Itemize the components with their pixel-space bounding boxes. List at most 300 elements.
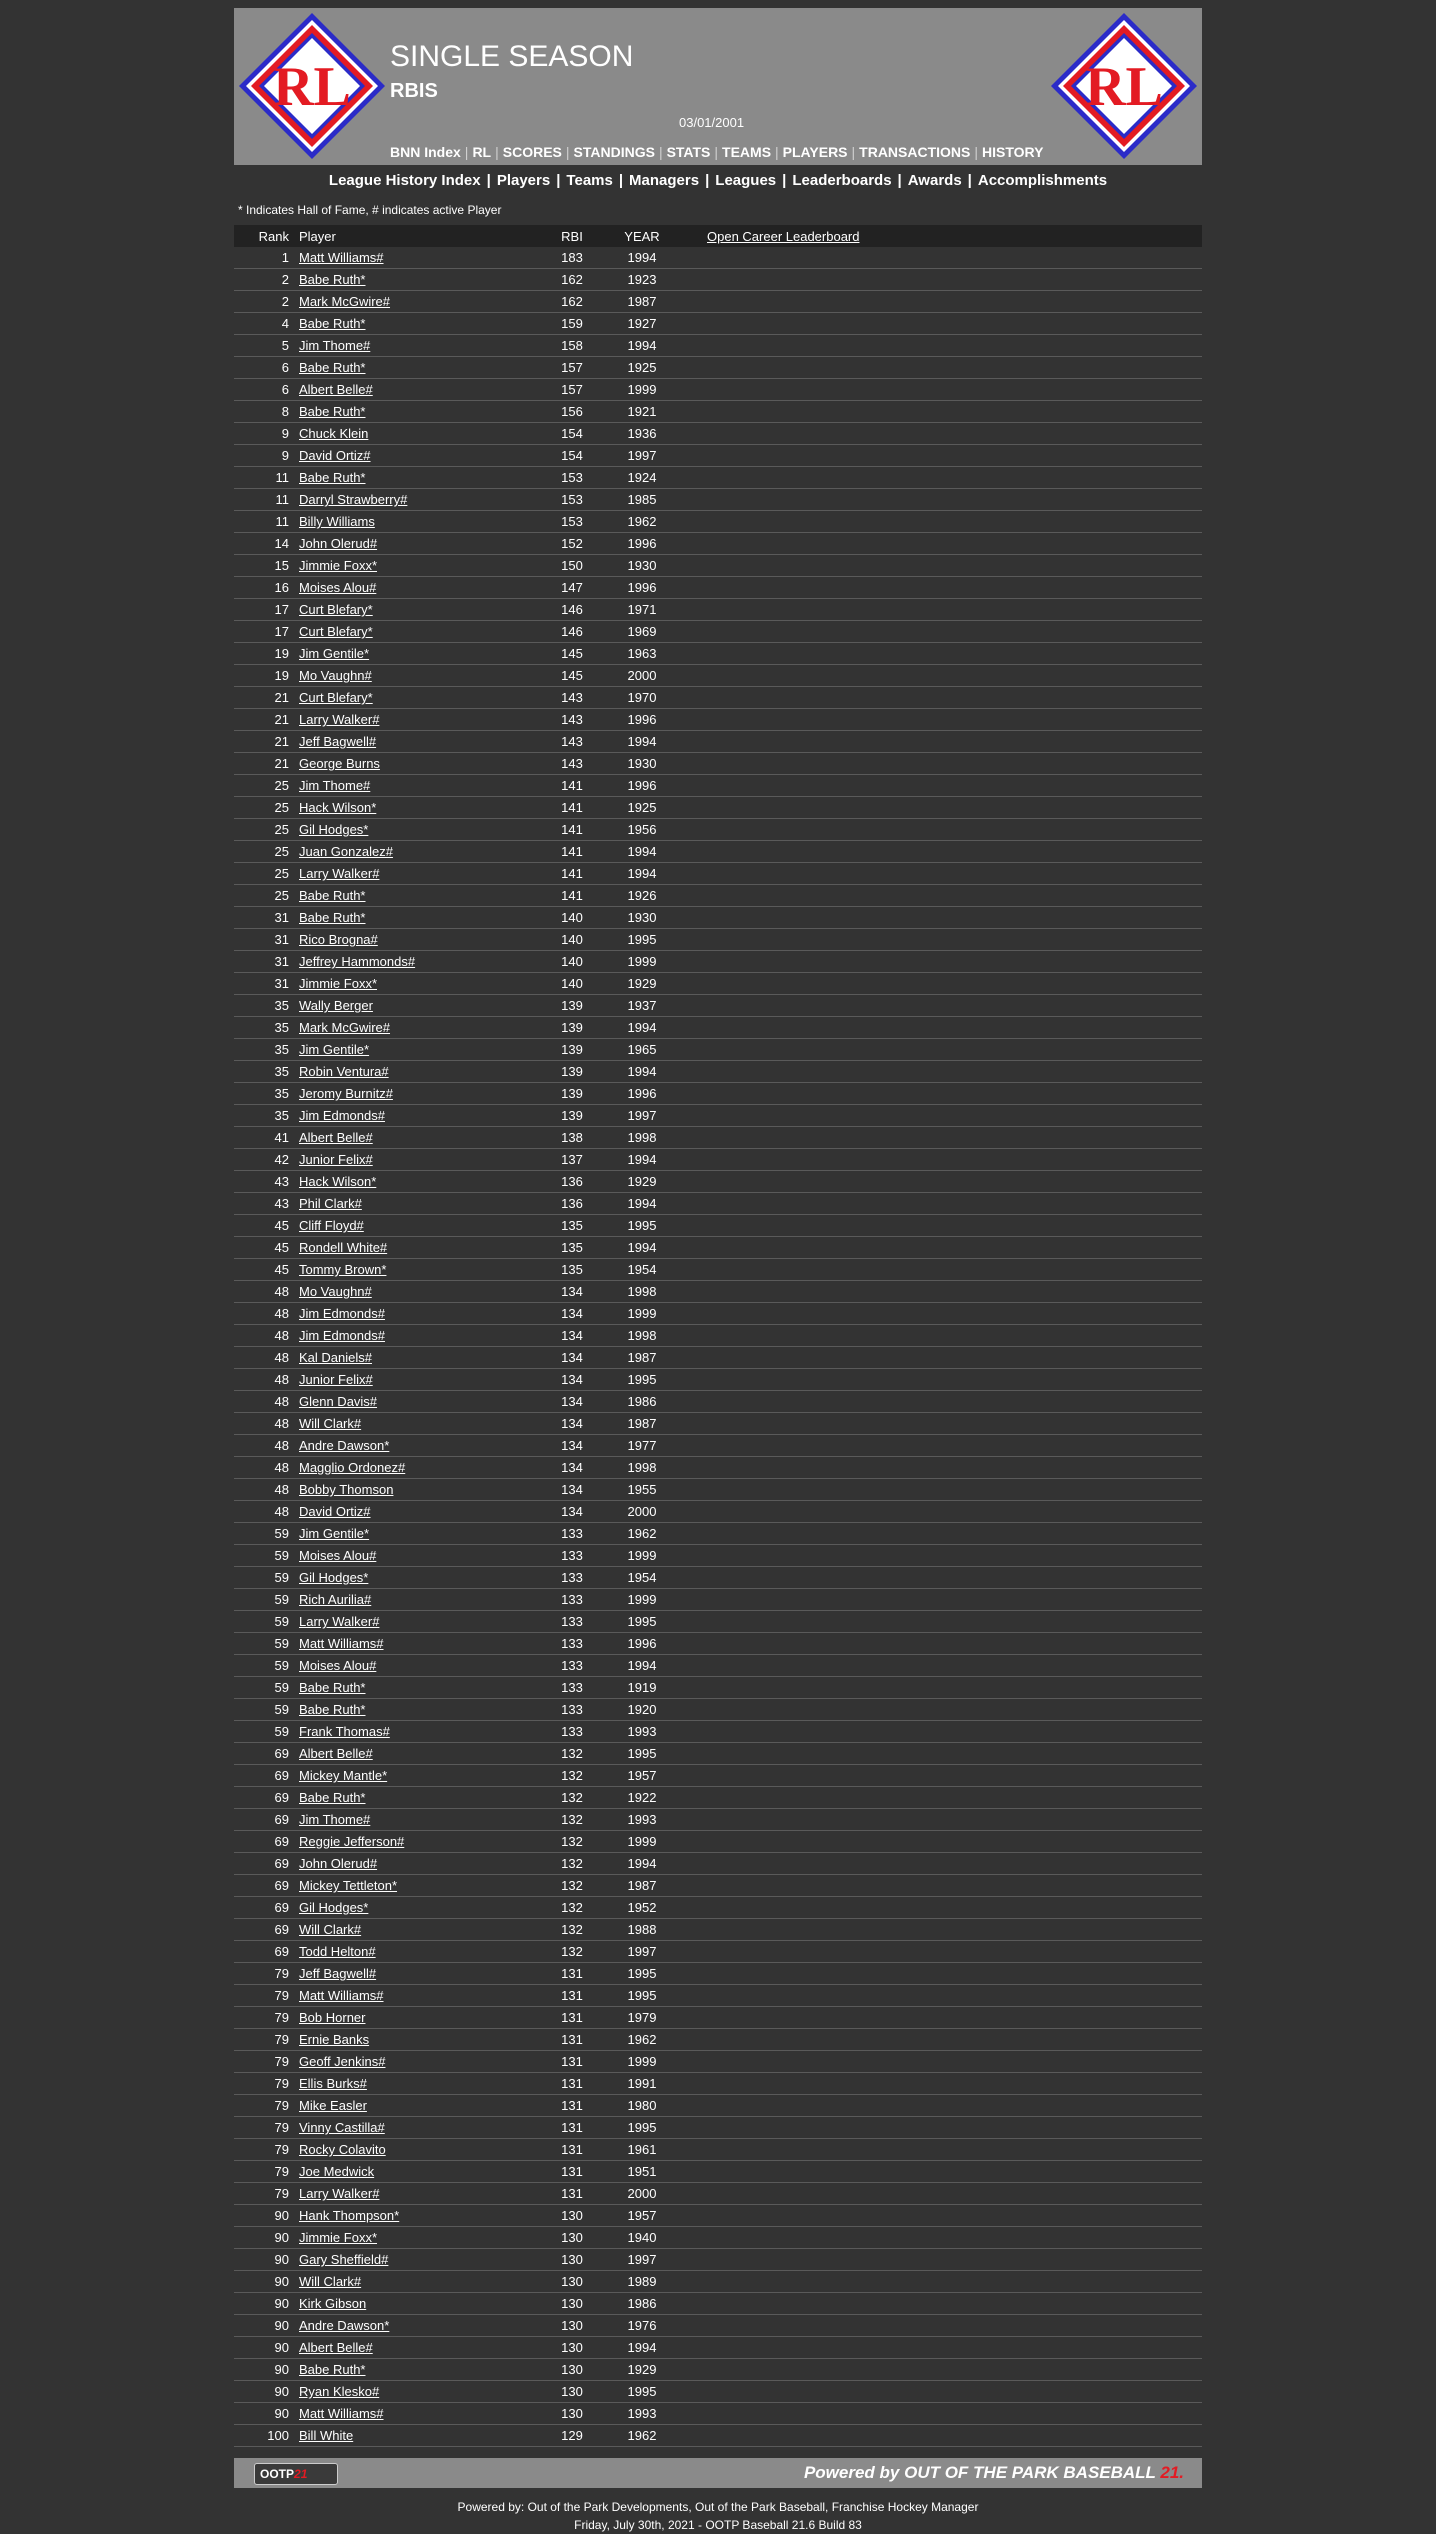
player-link[interactable]: Mark McGwire# (299, 294, 391, 309)
year-cell: 1927 (607, 313, 677, 335)
player-cell (299, 995, 537, 1017)
page-title: SINGLE SEASON (390, 40, 634, 73)
year-cell: 1969 (607, 621, 677, 643)
rank-cell: 90 (234, 2271, 299, 2293)
nav-transactions[interactable]: TRANSACTIONS (859, 144, 971, 160)
player-cell (299, 1765, 537, 1787)
player-link[interactable]: Matt Williams# (299, 250, 384, 265)
player-link[interactable]: Babe Ruth* (299, 910, 366, 925)
powered-by-prefix: Powered by (803, 2463, 905, 2482)
empty-cell (677, 2117, 1202, 2139)
player-link[interactable]: Ellis Burks# (299, 2076, 367, 2091)
year-cell: 1997 (607, 2249, 677, 2271)
rbi-cell: 134 (537, 1435, 607, 1457)
table-row (234, 1435, 1202, 1457)
table-row (234, 973, 1202, 995)
table-row (234, 2403, 1202, 2425)
player-link[interactable]: Curt Blefary* (299, 624, 373, 639)
rbi-cell: 135 (537, 1259, 607, 1281)
player-link[interactable]: Babe Ruth* (299, 470, 366, 485)
year-cell: 1961 (607, 2139, 677, 2161)
empty-cell (677, 577, 1202, 599)
player-link[interactable]: Chuck Klein (299, 426, 369, 441)
empty-cell (677, 401, 1202, 423)
rank-cell: 79 (234, 1985, 299, 2007)
table-row (234, 1017, 1202, 1039)
rl-logo-right[interactable] (1049, 11, 1199, 161)
player-cell (299, 2293, 537, 2315)
player-link[interactable]: Curt Blefary* (299, 602, 373, 617)
year-cell: 1996 (607, 709, 677, 731)
rbi-cell: 157 (537, 357, 607, 379)
player-cell (299, 555, 537, 577)
year-cell: 1994 (607, 1853, 677, 1875)
player-cell (299, 1919, 537, 1941)
rbi-cell: 130 (537, 2337, 607, 2359)
empty-cell (677, 1809, 1202, 1831)
rank-cell: 43 (234, 1171, 299, 1193)
player-link[interactable]: Tommy Brown* (299, 1262, 387, 1277)
empty-cell (677, 1589, 1202, 1611)
player-link[interactable]: Rondell White# (299, 1240, 388, 1255)
player-link[interactable]: Bob Horner (299, 2010, 366, 2025)
player-link[interactable]: Babe Ruth* (299, 404, 366, 419)
year-cell: 1994 (607, 1237, 677, 1259)
player-cell (299, 335, 537, 357)
table-row (234, 1809, 1202, 1831)
year-cell: 1994 (607, 1061, 677, 1083)
player-link[interactable]: Larry Walker# (299, 866, 380, 881)
player-cell (299, 2051, 537, 2073)
player-link[interactable]: Hank Thompson* (299, 2208, 400, 2223)
player-link[interactable]: Jimmie Foxx* (299, 2230, 378, 2245)
nav-rl[interactable]: RL (472, 144, 492, 160)
player-link[interactable]: Jeffrey Hammonds# (299, 954, 416, 969)
table-row (234, 489, 1202, 511)
player-link[interactable]: Ernie Banks (299, 2032, 370, 2047)
player-link[interactable]: Billy Williams (299, 514, 375, 529)
table-row (234, 929, 1202, 951)
rbi-cell: 141 (537, 775, 607, 797)
empty-cell (677, 1567, 1202, 1589)
table-row (234, 1303, 1202, 1325)
empty-cell (677, 643, 1202, 665)
player-cell (299, 753, 537, 775)
player-link[interactable]: Kirk Gibson (299, 2296, 367, 2311)
nav-separator: | (495, 144, 499, 160)
player-link[interactable]: Babe Ruth* (299, 888, 366, 903)
player-link[interactable]: Mike Easler (299, 2098, 367, 2113)
player-link[interactable]: Babe Ruth* (299, 2362, 366, 2377)
player-link[interactable]: Frank Thomas# (299, 1724, 390, 1739)
player-link[interactable]: Andre Dawson* (299, 1438, 390, 1453)
player-link[interactable]: John Olerud# (299, 1856, 378, 1871)
player-link[interactable]: Magglio Ordonez# (299, 1460, 406, 1475)
player-link[interactable]: Mickey Tettleton* (299, 1878, 398, 1893)
empty-cell (677, 709, 1202, 731)
rbi-cell: 154 (537, 423, 607, 445)
player-cell (299, 687, 537, 709)
empty-cell (677, 2315, 1202, 2337)
rbi-cell: 131 (537, 2029, 607, 2051)
empty-cell (677, 1039, 1202, 1061)
player-link[interactable]: Jeff Bagwell# (299, 1966, 377, 1981)
player-link[interactable]: Albert Belle# (299, 382, 373, 397)
player-cell (299, 445, 537, 467)
player-link[interactable]: Jimmie Foxx* (299, 976, 378, 991)
table-row (234, 907, 1202, 929)
player-link[interactable]: Jim Edmonds# (299, 1306, 385, 1321)
year-cell: 1999 (607, 1831, 677, 1853)
player-link[interactable]: Junior Felix# (299, 1152, 373, 1167)
player-link[interactable]: Robin Ventura# (299, 1064, 389, 1079)
player-cell (299, 1611, 537, 1633)
player-link[interactable]: Gil Hodges* (299, 1900, 369, 1915)
rank-cell: 59 (234, 1567, 299, 1589)
player-link[interactable]: Juan Gonzalez# (299, 844, 393, 859)
table-row (234, 2293, 1202, 2315)
table-row (234, 1941, 1202, 1963)
rbi-cell: 132 (537, 1809, 607, 1831)
player-link[interactable]: Gil Hodges* (299, 1570, 369, 1585)
player-link[interactable]: Jim Gentile* (299, 1042, 370, 1057)
subnav-accomplishments[interactable]: Accomplishments (977, 172, 1108, 189)
rbi-cell: 154 (537, 445, 607, 467)
player-link[interactable]: Bill White (299, 2428, 354, 2443)
subnav-managers[interactable]: Managers (629, 172, 700, 189)
nav-scores[interactable]: SCORES (502, 144, 562, 160)
player-link[interactable]: Jim Edmonds# (299, 1108, 385, 1123)
player-link[interactable]: Babe Ruth* (299, 1790, 366, 1805)
player-link[interactable]: Matt Williams# (299, 1988, 384, 2003)
table-row (234, 2337, 1202, 2359)
player-link[interactable]: Gary Sheffield# (299, 2252, 389, 2267)
subnav-awards[interactable]: Awards (907, 172, 962, 189)
player-cell (299, 643, 537, 665)
ootp-logo[interactable] (254, 2463, 338, 2485)
sub-nav (234, 169, 1202, 193)
player-link[interactable]: Larry Walker# (299, 1614, 380, 1629)
player-cell (299, 885, 537, 907)
player-link[interactable]: John Olerud# (299, 536, 378, 551)
subnav-leaderboards[interactable]: Leaderboards (792, 172, 892, 189)
rank-cell: 90 (234, 2293, 299, 2315)
player-link[interactable]: Wally Berger (299, 998, 373, 1013)
year-cell: 1929 (607, 973, 677, 995)
empty-cell (677, 269, 1202, 291)
player-link[interactable]: Jim Thome# (299, 1812, 371, 1827)
year-cell: 1997 (607, 1941, 677, 1963)
player-link[interactable]: Jim Gentile* (299, 646, 370, 661)
empty-cell (677, 357, 1202, 379)
empty-cell (677, 335, 1202, 357)
player-link[interactable]: Kal Daniels# (299, 1350, 372, 1365)
player-link[interactable]: Jeromy Burnitz# (299, 1086, 393, 1101)
rank-cell: 59 (234, 1545, 299, 1567)
table-row (234, 1127, 1202, 1149)
subnav-players[interactable]: Players (496, 172, 551, 189)
table-row (234, 577, 1202, 599)
empty-cell (677, 1985, 1202, 2007)
rank-cell: 45 (234, 1237, 299, 1259)
year-cell: 1999 (607, 951, 677, 973)
player-link[interactable]: Babe Ruth* (299, 360, 366, 375)
player-link[interactable]: Moises Alou# (299, 1658, 377, 1673)
table-row (234, 1391, 1202, 1413)
subnav-separator: | (897, 172, 902, 189)
player-cell (299, 1809, 537, 1831)
player-link[interactable]: David Ortiz# (299, 448, 371, 463)
player-link[interactable]: Will Clark# (299, 1416, 362, 1431)
player-link[interactable]: Babe Ruth* (299, 316, 366, 331)
nav-players[interactable]: PLAYERS (782, 144, 848, 160)
year-cell: 1962 (607, 1523, 677, 1545)
rbi-cell: 131 (537, 2183, 607, 2205)
table-row (234, 951, 1202, 973)
player-link[interactable]: Bobby Thomson (299, 1482, 394, 1497)
rank-cell: 79 (234, 2007, 299, 2029)
player-link[interactable]: Albert Belle# (299, 2340, 373, 2355)
powered-by-banner[interactable] (804, 2463, 1184, 2483)
table-row (234, 819, 1202, 841)
rank-cell: 69 (234, 1875, 299, 1897)
player-link[interactable]: Moises Alou# (299, 580, 377, 595)
player-link[interactable]: Jim Thome# (299, 338, 371, 353)
rank-cell: 31 (234, 951, 299, 973)
empty-cell (677, 1545, 1202, 1567)
table-row (234, 621, 1202, 643)
player-link[interactable]: Jim Thome# (299, 778, 371, 793)
empty-cell (677, 511, 1202, 533)
table-row (234, 2095, 1202, 2117)
player-link[interactable]: Glenn Davis# (299, 1394, 378, 1409)
player-link[interactable]: Rich Aurilia# (299, 1592, 372, 1607)
player-link[interactable]: Reggie Jefferson# (299, 1834, 405, 1849)
player-link[interactable]: Darryl Strawberry# (299, 492, 408, 507)
player-link[interactable]: Larry Walker# (299, 712, 380, 727)
nav-teams[interactable]: TEAMS (722, 144, 772, 160)
empty-cell (677, 1391, 1202, 1413)
player-link[interactable]: Vinny Castilla# (299, 2120, 385, 2135)
player-link[interactable]: Jimmie Foxx* (299, 558, 378, 573)
player-cell (299, 2205, 537, 2227)
player-cell (299, 1171, 537, 1193)
year-cell: 1963 (607, 643, 677, 665)
rbi-cell: 134 (537, 1325, 607, 1347)
player-link[interactable]: Todd Helton# (299, 1944, 376, 1959)
rbi-cell: 131 (537, 2117, 607, 2139)
year-cell: 1994 (607, 1149, 677, 1171)
year-cell: 1940 (607, 2227, 677, 2249)
table-row (234, 797, 1202, 819)
empty-cell (677, 1611, 1202, 1633)
player-link[interactable]: Hack Wilson* (299, 1174, 377, 1189)
player-link[interactable]: Matt Williams# (299, 1636, 384, 1651)
player-cell (299, 2337, 537, 2359)
player-link[interactable]: Jeff Bagwell# (299, 734, 377, 749)
player-link[interactable]: Will Clark# (299, 1922, 362, 1937)
year-cell: 1998 (607, 1457, 677, 1479)
player-cell (299, 1281, 537, 1303)
rank-cell: 59 (234, 1677, 299, 1699)
rank-cell: 45 (234, 1215, 299, 1237)
rl-logo-left[interactable] (237, 11, 387, 161)
player-cell (299, 929, 537, 951)
rbi-cell: 132 (537, 1831, 607, 1853)
rbi-cell: 130 (537, 2249, 607, 2271)
empty-cell (677, 1787, 1202, 1809)
rank-cell: 21 (234, 731, 299, 753)
player-link[interactable]: Larry Walker# (299, 2186, 380, 2201)
subnav-teams[interactable]: Teams (566, 172, 613, 189)
subnav-leagues[interactable]: Leagues (715, 172, 777, 189)
nav-bnn-index[interactable]: BNN Index (390, 144, 461, 160)
rbi-cell: 140 (537, 973, 607, 995)
table-row (234, 2139, 1202, 2161)
nav-stats[interactable]: STATS (666, 144, 711, 160)
player-link[interactable]: Moises Alou# (299, 1548, 377, 1563)
rank-cell: 90 (234, 2249, 299, 2271)
rbi-cell: 136 (537, 1193, 607, 1215)
year-cell: 1995 (607, 1963, 677, 1985)
rank-cell: 69 (234, 1941, 299, 1963)
rank-cell: 59 (234, 1611, 299, 1633)
rank-cell: 2 (234, 269, 299, 291)
rbi-cell: 130 (537, 2205, 607, 2227)
nav-history[interactable]: HISTORY (982, 144, 1044, 160)
rbi-cell: 132 (537, 1897, 607, 1919)
table-row (234, 885, 1202, 907)
rank-cell: 69 (234, 1831, 299, 1853)
empty-cell (677, 2425, 1202, 2447)
player-cell (299, 1677, 537, 1699)
player-link[interactable]: Andre Dawson* (299, 2318, 390, 2333)
player-link[interactable]: Matt Williams# (299, 2406, 384, 2421)
empty-cell (677, 1413, 1202, 1435)
rbi-cell: 153 (537, 489, 607, 511)
player-cell (299, 2381, 537, 2403)
table-row (234, 1963, 1202, 1985)
year-cell: 1987 (607, 291, 677, 313)
year-cell: 1989 (607, 2271, 677, 2293)
player-link[interactable]: Mickey Mantle* (299, 1768, 388, 1783)
player-link[interactable]: Rocky Colavito (299, 2142, 386, 2157)
rbi-cell: 139 (537, 995, 607, 1017)
year-cell: 1937 (607, 995, 677, 1017)
footer-credits: Powered by: Out of the Park Developments, Out of the Park Baseball, Franchise Hockey Manager (457, 2500, 979, 2514)
player-link[interactable]: Jim Edmonds# (299, 1328, 385, 1343)
table-row (234, 1721, 1202, 1743)
rank-cell: 79 (234, 2183, 299, 2205)
player-link[interactable]: Will Clark# (299, 2274, 362, 2289)
empty-cell (677, 1633, 1202, 1655)
player-link[interactable]: Albert Belle# (299, 1746, 373, 1761)
year-cell: 1994 (607, 335, 677, 357)
player-link[interactable]: David Ortiz# (299, 1504, 371, 1519)
rank-cell: 59 (234, 1633, 299, 1655)
table-row (234, 1501, 1202, 1523)
year-cell: 1997 (607, 445, 677, 467)
year-cell: 1924 (607, 467, 677, 489)
rbi-cell: 143 (537, 709, 607, 731)
rank-cell: 25 (234, 797, 299, 819)
player-cell (299, 1413, 537, 1435)
year-cell: 1987 (607, 1875, 677, 1897)
table-row (234, 2315, 1202, 2337)
player-cell (299, 2227, 537, 2249)
player-link[interactable]: Joe Medwick (299, 2164, 375, 2179)
player-link[interactable]: Phil Clark# (299, 1196, 362, 1211)
player-cell (299, 1237, 537, 1259)
year-cell: 1996 (607, 577, 677, 599)
year-cell: 1986 (607, 1391, 677, 1413)
player-link[interactable]: Albert Belle# (299, 1130, 373, 1145)
player-link[interactable]: Ryan Klesko# (299, 2384, 380, 2399)
player-link[interactable]: Mark McGwire# (299, 1020, 391, 1035)
footer-bar (234, 2458, 1202, 2488)
year-cell: 1977 (607, 1435, 677, 1457)
ootp-logo-number: 21 (294, 2467, 308, 2481)
rbi-cell: 146 (537, 599, 607, 621)
empty-cell (677, 2293, 1202, 2315)
nav-separator: | (974, 144, 979, 160)
player-link[interactable]: Gil Hodges* (299, 822, 369, 837)
page-subtitle: RBIS (390, 80, 438, 102)
player-link[interactable]: Jim Gentile* (299, 1526, 370, 1541)
year-cell: 1996 (607, 533, 677, 555)
year-cell: 1980 (607, 2095, 677, 2117)
player-cell (299, 951, 537, 973)
year-cell: 1985 (607, 489, 677, 511)
player-link[interactable]: Babe Ruth* (299, 1702, 366, 1717)
player-cell (299, 1699, 537, 1721)
rbi-cell: 139 (537, 1017, 607, 1039)
rbi-cell: 183 (537, 247, 607, 269)
player-link[interactable]: Cliff Floyd# (299, 1218, 364, 1233)
player-cell (299, 1963, 537, 1985)
player-link[interactable]: Hack Wilson* (299, 800, 377, 815)
player-cell (299, 2029, 537, 2051)
player-link[interactable]: Babe Ruth* (299, 1680, 366, 1695)
open-career-leaderboard-link[interactable]: Open Career Leaderboard (707, 228, 860, 244)
rank-cell: 6 (234, 357, 299, 379)
empty-cell (677, 555, 1202, 577)
player-link[interactable]: Mo Vaughn# (299, 668, 372, 683)
empty-cell (677, 2161, 1202, 2183)
player-link[interactable]: Babe Ruth* (299, 272, 366, 287)
player-cell (299, 1259, 537, 1281)
player-link[interactable]: Junior Felix# (299, 1372, 373, 1387)
nav-standings[interactable]: STANDINGS (573, 144, 655, 160)
rbi-cell: 133 (537, 1699, 607, 1721)
player-link[interactable]: Curt Blefary* (299, 690, 373, 705)
player-link[interactable]: Mo Vaughn# (299, 1284, 372, 1299)
table-row (234, 533, 1202, 555)
player-link[interactable]: George Burns (299, 756, 380, 771)
player-link[interactable]: Geoff Jenkins# (299, 2054, 386, 2069)
subnav-league-history-index[interactable]: League History Index (328, 172, 481, 189)
year-cell: 1970 (607, 687, 677, 709)
empty-cell (677, 753, 1202, 775)
empty-cell (677, 2359, 1202, 2381)
table-row (234, 2117, 1202, 2139)
rank-cell: 100 (234, 2425, 299, 2447)
player-link[interactable]: Rico Brogna# (299, 932, 378, 947)
rank-cell: 9 (234, 445, 299, 467)
header-rbi: RBI (537, 225, 607, 247)
year-cell: 1994 (607, 247, 677, 269)
year-cell: 1976 (607, 2315, 677, 2337)
